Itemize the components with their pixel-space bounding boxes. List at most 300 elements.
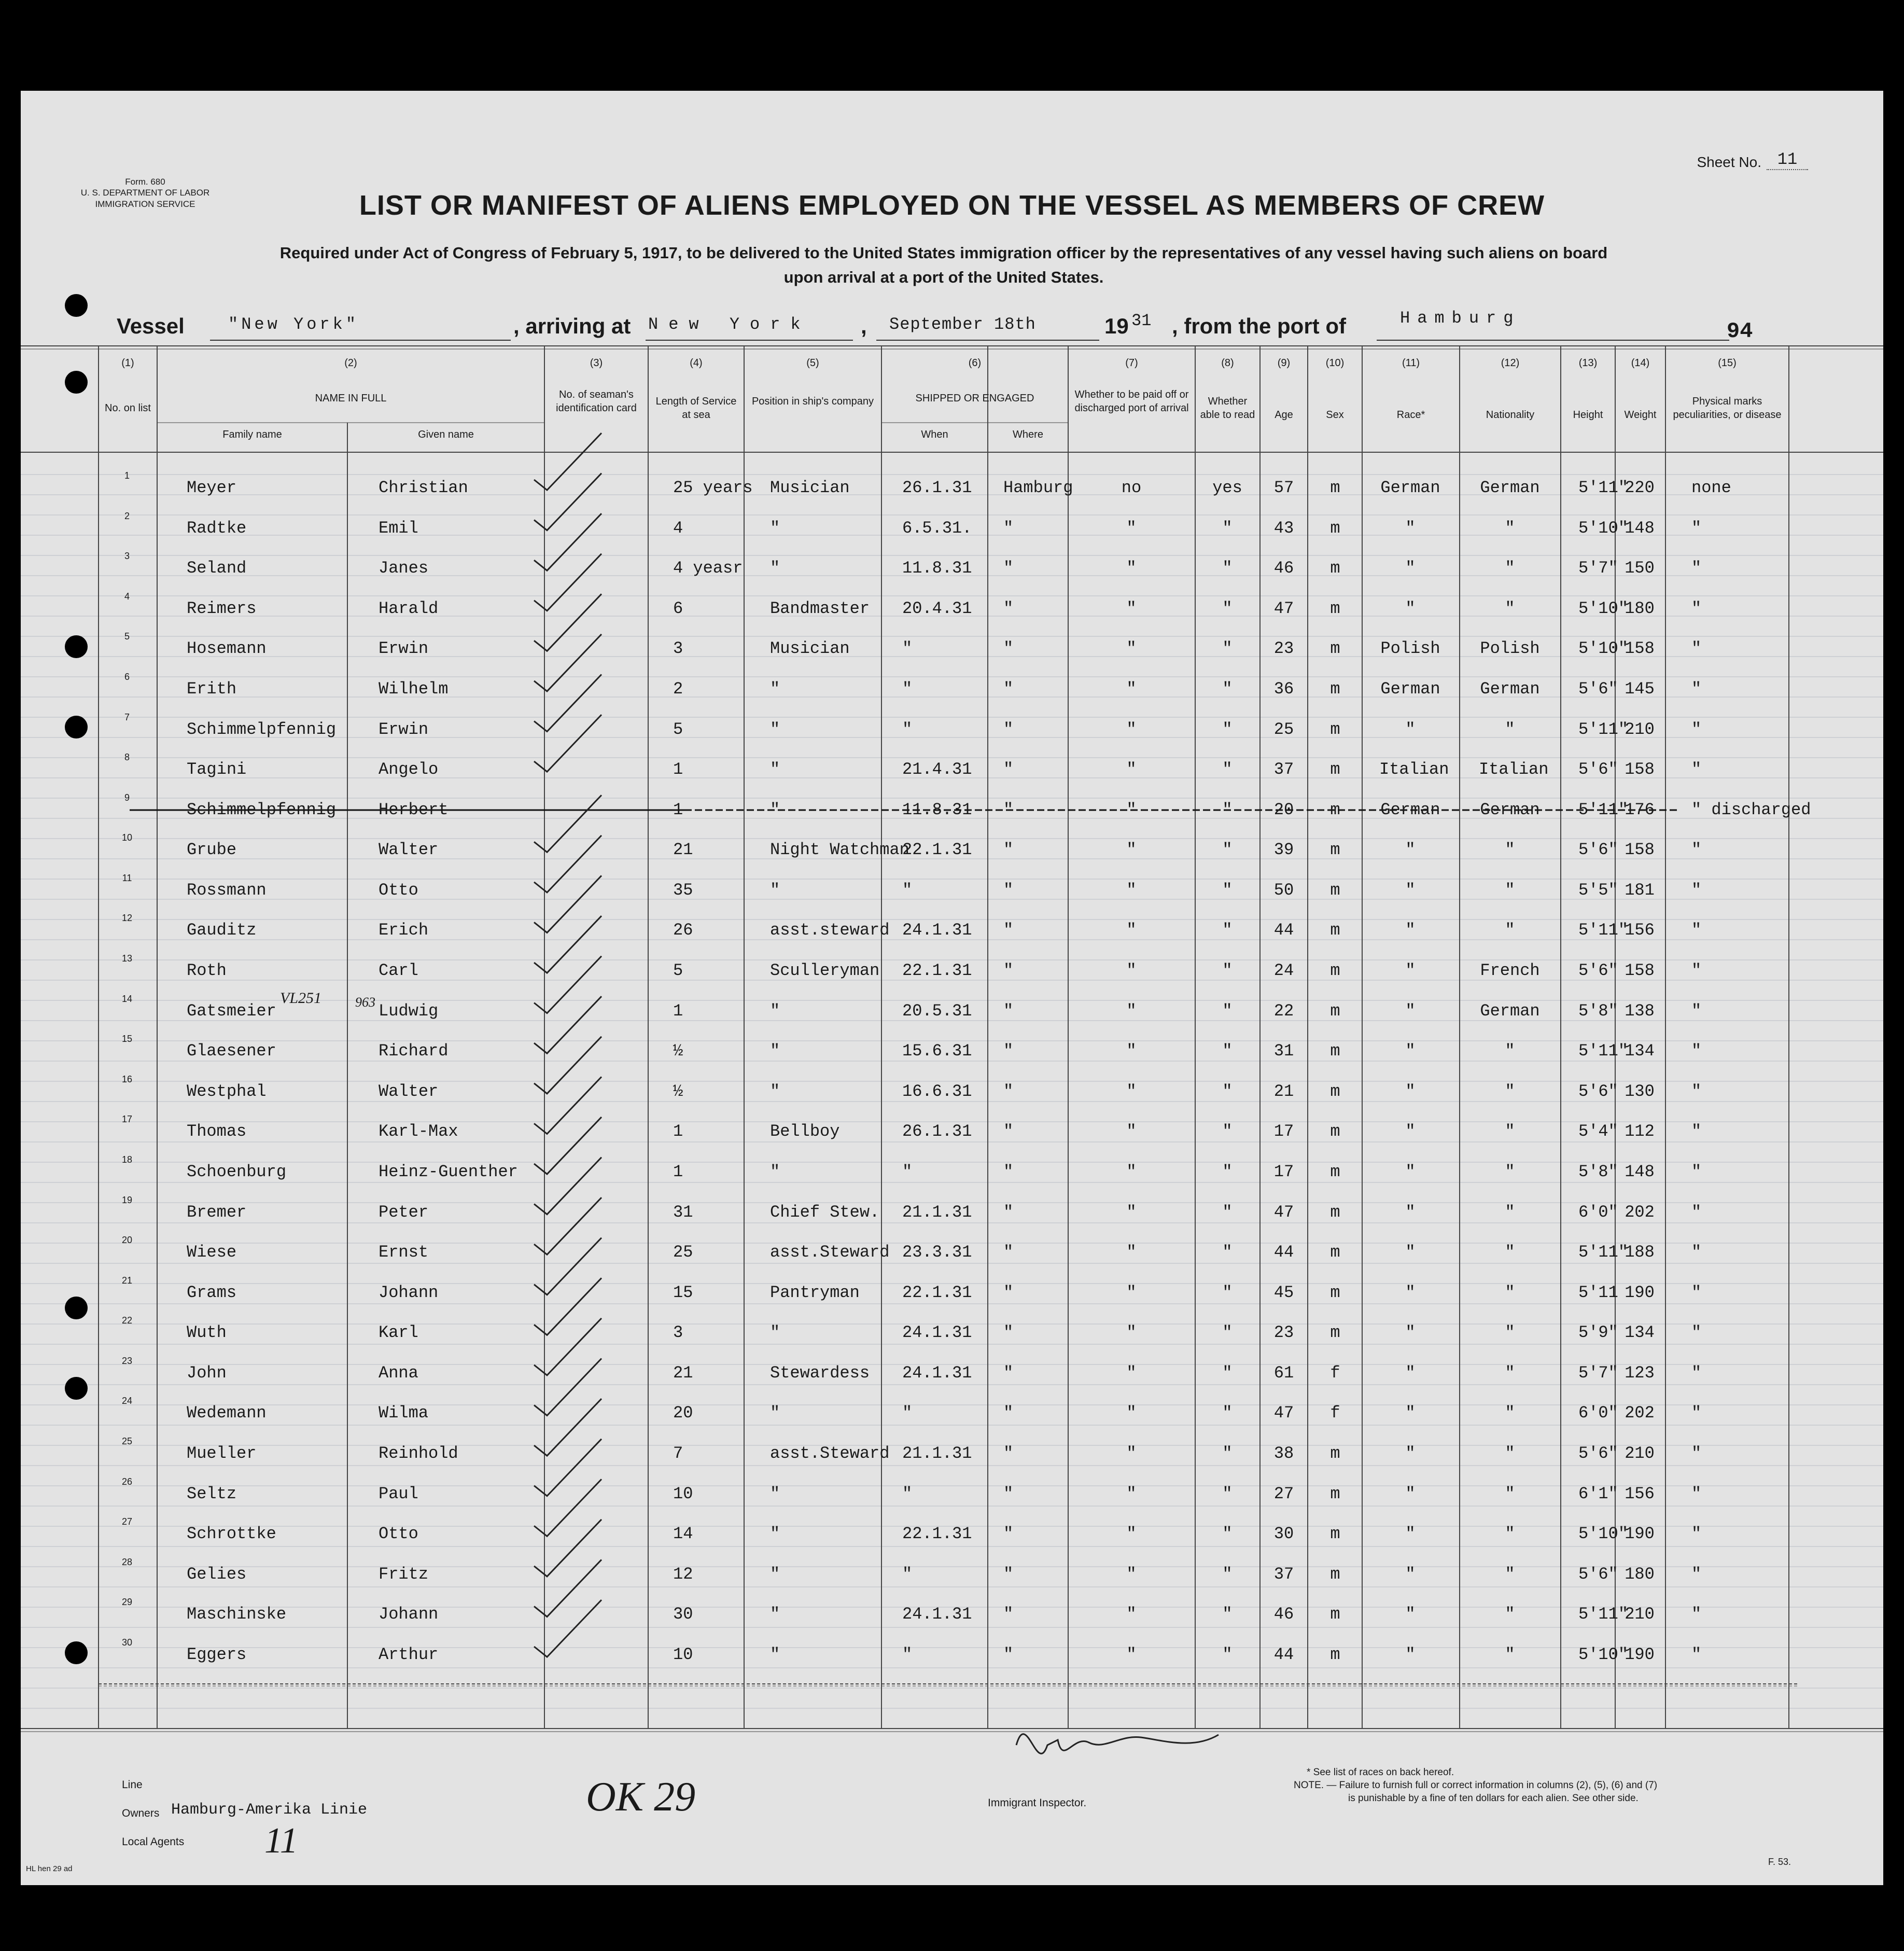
cell-when: 23.3.31 [902,1243,972,1262]
cell-sex: m [1330,1564,1340,1584]
cell-where: " [1003,559,1014,578]
cell-sex: m [1330,639,1340,659]
cell-position: " [770,679,780,699]
cell-given: Johann [379,1283,439,1302]
cell-sex: m [1330,1243,1340,1262]
cell-position: " [770,1403,780,1423]
cell-height: 5'6" [1578,1564,1618,1584]
column-number-c14: (14) [1631,357,1650,369]
form-number: Form. 680 [125,177,165,187]
cell-weight: 158 [1625,760,1655,779]
cell-given: Anna [379,1363,418,1383]
cell-height: 5'6" [1578,1444,1618,1464]
cell-read: " [1222,1162,1233,1181]
cell-service: 4 yeasr [673,559,743,578]
cell-when: 22.1.31 [902,1283,972,1302]
cell-paid: " [1126,1564,1137,1584]
cell-service: 3 [673,1323,683,1343]
cell-sex: m [1330,679,1340,699]
cell-read: " [1222,1323,1233,1343]
cell-position: " [770,1524,780,1544]
row-number: 4 [124,591,130,602]
cell-when: 22.1.31 [902,961,972,981]
row-number: 5 [124,631,130,642]
cell-sex: m [1330,1484,1340,1503]
cell-given: Arthur [379,1645,439,1664]
cell-service: ½ [673,1041,683,1061]
cell-given: Otto [379,1524,418,1544]
cell-family: Grams [187,1283,237,1302]
row-number: 27 [121,1516,133,1527]
cell-sex: f [1330,1363,1340,1383]
cell-when: 24.1.31 [902,1363,972,1383]
row-number: 18 [121,1154,133,1165]
cell-nat: Italian [1479,760,1549,779]
cell-paid: " [1126,1122,1137,1141]
column-number-c11: (11) [1402,357,1420,369]
cell-family: Mueller [187,1444,257,1464]
cell-when: " [902,1484,913,1503]
cell-weight: 156 [1625,921,1655,940]
department: U. S. DEPARTMENT OF LABOR [80,188,210,198]
cell-read: " [1222,880,1233,900]
cell-service: 1 [673,760,683,779]
cell-paid: " [1126,760,1137,779]
cell-when: " [902,1645,913,1664]
row-number: 29 [121,1597,133,1608]
cell-marks: " [1691,639,1702,659]
cell-given: Carl [379,961,418,981]
cell-weight: 148 [1625,1162,1655,1181]
column-number-c5: (5) [806,357,819,369]
row-number: 3 [124,551,130,562]
cell-family: Roth [187,961,227,981]
cell-race: Italian [1379,760,1449,779]
cell-position: " [770,800,780,819]
cell-age: 39 [1273,840,1294,860]
cell-position: Stewardess [770,1363,870,1383]
cell-race: " [1405,1564,1416,1584]
cell-service: 1 [673,1162,683,1181]
cell-read: " [1222,719,1233,739]
cell-marks: " [1691,880,1702,900]
cell-marks: " [1691,1444,1702,1464]
cell-marks: " [1691,559,1702,578]
cell-where: " [1003,800,1014,819]
cell-family: Meyer [187,478,237,497]
cell-where: " [1003,639,1014,659]
cell-nat: " [1505,1162,1515,1181]
cell-weight: 210 [1625,719,1655,739]
cell-family: Schimmelpfennig [187,800,337,819]
column-header-c1: No. on list [105,402,151,414]
cell-height: 5'11" [1578,1605,1629,1624]
cell-sex: m [1330,1323,1340,1343]
cell-where: " [1003,1363,1014,1383]
cell-given: Ludwig [379,1001,439,1021]
cell-nat: " [1505,880,1515,900]
cell-nat: " [1505,1605,1515,1624]
cell-height: 5'11" [1578,921,1629,940]
cell-where: " [1003,1202,1014,1222]
cell-where: " [1003,1444,1014,1464]
cell-height: 5'9" [1578,1323,1618,1343]
year-suffix: 31 [1131,311,1152,330]
cell-where: " [1003,1162,1014,1181]
cell-where: " [1003,1122,1014,1141]
cell-age: 27 [1273,1484,1294,1503]
cell-family: Eggers [187,1645,247,1664]
cell-age: 46 [1273,559,1294,578]
cell-read: yes [1212,478,1242,497]
cell-marks: " [1691,1645,1702,1664]
cell-service: 30 [673,1605,693,1624]
cell-marks: " [1691,961,1702,981]
cell-paid: " [1126,1645,1137,1664]
cell-race: " [1405,1605,1416,1624]
cell-family: Gatsmeier [187,1001,276,1021]
cell-service: 7 [673,1444,683,1464]
cell-where: " [1003,961,1014,981]
handwritten-id-note: VL251 [280,990,322,1007]
cell-read: " [1222,1564,1233,1584]
cell-service: 12 [673,1564,693,1584]
cell-sex: m [1330,961,1340,981]
row-number: 14 [121,993,133,1004]
cell-family: Maschinske [187,1605,287,1624]
cell-age: 46 [1273,1605,1294,1624]
page-title: LIST OR MANIFEST OF ALIENS EMPLOYED ON THE VESSEL AS MEMBERS OF CREW [359,190,1545,221]
cell-nat: " [1505,1243,1515,1262]
cell-given: Ernst [379,1243,429,1262]
cell-nat: " [1505,719,1515,739]
cell-height: 5'7" [1578,1363,1618,1383]
cell-service: 20 [673,1403,693,1423]
cell-weight: 220 [1625,478,1655,497]
cell-weight: 158 [1625,961,1655,981]
cell-marks: " [1691,760,1702,779]
owners-value: Hamburg-Amerika Linie [171,1801,368,1819]
cell-marks: " [1691,921,1702,940]
year-prefix: 19 [1104,314,1129,338]
cell-where: " [1003,1484,1014,1503]
cell-where: " [1003,840,1014,860]
cell-height: 6'1" [1578,1484,1618,1503]
cell-given: Peter [379,1202,429,1222]
column-header-family-name: Family name [222,429,282,440]
cell-given: Erwin [379,639,429,659]
column-header-c5: Position in ship's company [751,396,874,407]
cell-read: " [1222,840,1233,860]
cell-position: Bandmaster [770,598,870,618]
cell-marks: " [1691,1001,1702,1021]
cell-age: 31 [1273,1041,1294,1061]
column-number-c15: (15) [1718,357,1737,369]
cell-read: " [1222,559,1233,578]
cell-nat: " [1505,518,1515,538]
cell-age: 24 [1273,961,1294,981]
punch-hole [65,716,88,738]
cell-nat: German [1480,1001,1540,1021]
cell-sex: m [1330,880,1340,900]
cell-position: Musician [770,639,850,659]
cell-race: " [1405,961,1416,981]
cell-read: " [1222,1363,1233,1383]
cell-sex: m [1330,800,1340,819]
cell-age: 37 [1273,1564,1294,1584]
cell-read: " [1222,921,1233,940]
cell-position: Sculleryman [770,961,880,981]
cell-race: " [1405,921,1416,940]
cell-height: 5'8" [1578,1162,1618,1181]
cell-given: Janes [379,559,429,578]
cell-where: " [1003,598,1014,618]
row-number: 21 [121,1275,133,1286]
cell-family: Seltz [187,1484,237,1503]
races-note: * See list of races on back hereof. [1307,1767,1454,1778]
cell-marks: " [1691,1605,1702,1624]
cell-age: 17 [1273,1162,1294,1181]
column-header-c12: Nationality [1486,409,1535,421]
cell-height: 5'6" [1578,840,1618,860]
cell-position: " [770,1041,780,1061]
service: IMMIGRATION SERVICE [95,199,195,209]
cell-weight: 180 [1625,598,1655,618]
column-header-c7: Whether to be paid off or discharged port of arrival [1074,389,1189,414]
cell-paid: " [1126,679,1137,699]
owners-label: Owners [122,1807,160,1819]
cell-nat: " [1505,1564,1515,1584]
cell-paid: " [1126,1283,1137,1302]
cell-height: 5'11 [1578,1283,1618,1302]
cell-nat: German [1480,478,1540,497]
cell-age: 44 [1273,1243,1294,1262]
cell-position: " [770,719,780,739]
cell-weight: 176 [1625,800,1655,819]
cell-where: " [1003,1243,1014,1262]
cell-height: 5'7" [1578,559,1618,578]
cell-read: " [1222,1122,1233,1141]
row-number: 17 [121,1114,133,1125]
page-number: 94 [1727,319,1753,344]
column-header-c11: Race* [1396,409,1425,421]
cell-age: 36 [1273,679,1294,699]
cell-nat: " [1505,1122,1515,1141]
cell-nat: " [1505,1403,1515,1423]
cell-family: Erith [187,679,237,699]
cell-family: Wiese [187,1243,237,1262]
cell-service: 2 [673,679,683,699]
cell-given: Angelo [379,760,439,779]
column-number-c8: (8) [1221,357,1234,369]
cell-service: ½ [673,1081,683,1101]
cell-height: 5'10" [1578,1645,1629,1664]
cell-read: " [1222,1001,1233,1021]
cell-weight: 130 [1625,1081,1655,1101]
cell-race: " [1405,1484,1416,1503]
punch-hole [65,294,88,317]
cell-family: Westphal [187,1081,267,1101]
cell-age: 43 [1273,518,1294,538]
cell-marks: " [1691,1484,1702,1503]
punch-hole [65,1641,88,1664]
cell-position: " [770,1645,780,1664]
row-number: 22 [121,1315,133,1326]
cell-service: 1 [673,800,683,819]
cell-given: Erich [379,921,429,940]
subtitle-line-2: upon arrival at a port of the United States. [783,268,1104,286]
cell-where: " [1003,1001,1014,1021]
cell-age: 47 [1273,598,1294,618]
cell-where: " [1003,880,1014,900]
cell-marks: " [1691,1564,1702,1584]
cell-family: Wedemann [187,1403,267,1423]
cell-age: 17 [1273,1122,1294,1141]
cell-race: " [1405,1645,1416,1664]
cell-family: Schoenburg [187,1162,287,1181]
cell-height: 5'11" [1578,1041,1629,1061]
cell-age: 50 [1273,880,1294,900]
cell-when: 22.1.31 [902,1524,972,1544]
cell-family: Wuth [187,1323,227,1343]
cell-height: 6'0" [1578,1403,1618,1423]
cell-nat: " [1505,921,1515,940]
cell-sex: m [1330,1524,1340,1544]
column-header-c13: Height [1573,409,1603,421]
cell-read: " [1222,1283,1233,1302]
cell-nat: " [1505,1444,1515,1464]
printer-code: HL hen 29 ad [26,1864,73,1873]
cell-marks: " [1691,1363,1702,1383]
column-header-c14: Weight [1624,409,1657,421]
cell-paid: " [1126,961,1137,981]
row-number: 10 [121,832,133,843]
column-header-c6: SHIPPED OR ENGAGED [915,393,1034,404]
cell-sex: m [1330,1202,1340,1222]
row-number: 28 [121,1556,133,1567]
cell-given: Karl [379,1323,418,1343]
cell-marks: " [1691,1162,1702,1181]
punch-hole [65,371,88,394]
column-number-c7: (7) [1125,357,1138,369]
handwritten-id-note-2: 963 [355,995,375,1010]
cell-paid: " [1126,800,1137,819]
cell-family: Bremer [187,1202,247,1222]
cell-nat: " [1505,598,1515,618]
cell-read: " [1222,1202,1233,1222]
cell-service: 6 [673,598,683,618]
arriving-label: , arriving at [513,314,631,338]
cell-paid: " [1126,1484,1137,1503]
cell-read: " [1222,800,1233,819]
column-number-c3: (3) [590,357,603,369]
cell-paid: " [1126,1001,1137,1021]
cell-nat: " [1505,1363,1515,1383]
cell-read: " [1222,1041,1233,1061]
cell-given: Heinz-Guenther [379,1162,518,1181]
cell-nat: " [1505,1202,1515,1222]
local-agents-value: 11 [264,1821,298,1861]
cell-where: " [1003,1041,1014,1061]
cell-age: 22 [1273,1001,1294,1021]
cell-position: Chief Stew. [770,1202,880,1222]
column-lines [99,346,1789,1729]
cell-nat: French [1480,961,1540,981]
cell-sex: m [1330,1645,1340,1664]
cell-given: Reinhold [379,1444,458,1464]
cell-position: " [770,880,780,900]
cell-paid: " [1126,1243,1137,1262]
cell-where: " [1003,1524,1014,1544]
cell-when: " [902,639,913,659]
cell-height: 6'0" [1578,1202,1618,1222]
cell-paid: " [1126,1524,1137,1544]
cell-height: 5'6" [1578,961,1618,981]
cell-marks: " [1691,598,1702,618]
row-number: 2 [124,510,130,521]
cell-age: 44 [1273,921,1294,940]
cell-read: " [1222,518,1233,538]
cell-marks: " [1691,679,1702,699]
column-number-c2: (2) [344,357,357,369]
cell-position: " [770,1001,780,1021]
cell-given: Christian [379,478,468,497]
cell-race: Polish [1380,639,1440,659]
cell-weight: 112 [1625,1122,1655,1141]
cell-age: 57 [1273,478,1294,497]
cell-marks: " [1691,1122,1702,1141]
cell-height: 5'10" [1578,598,1629,618]
row-number: 20 [121,1235,133,1246]
manifest-sheet [21,91,1883,1885]
cell-family: Thomas [187,1122,247,1141]
row-number: 23 [121,1355,133,1366]
from-port: Hamburg [1400,309,1521,328]
cell-sex: m [1330,1001,1340,1021]
cell-paid: " [1126,1162,1137,1181]
cell-when: 21.4.31 [902,760,972,779]
cell-weight: 158 [1625,840,1655,860]
cell-family: Seland [187,559,247,578]
cell-sex: f [1330,1403,1340,1423]
cell-paid: " [1126,598,1137,618]
cell-age: 61 [1273,1363,1294,1383]
cell-when: 16.6.31 [902,1081,972,1101]
cell-when: 15.6.31 [902,1041,972,1061]
cell-family: Rossmann [187,880,267,900]
cell-height: 5'11" [1578,478,1629,497]
cell-family: Hosemann [187,639,267,659]
cell-nat: " [1505,1081,1515,1101]
cell-position: " [770,1323,780,1343]
cell-read: " [1222,598,1233,618]
cell-weight: 202 [1625,1202,1655,1222]
arriving-port: New York [648,315,811,334]
cell-where: " [1003,1403,1014,1423]
cell-service: 10 [673,1484,693,1503]
cell-height: 5'6" [1578,679,1618,699]
cell-where: Hamburg [1003,478,1073,497]
cell-read: " [1222,1605,1233,1624]
cell-sex: m [1330,1444,1340,1464]
cell-paid: " [1126,1363,1137,1383]
cell-weight: 123 [1625,1363,1655,1383]
cell-given: Emil [379,518,418,538]
cell-family: Schimmelpfennig [187,719,337,739]
cell-service: 15 [673,1283,693,1302]
row-number: 30 [121,1637,133,1648]
cell-where: " [1003,1081,1014,1101]
